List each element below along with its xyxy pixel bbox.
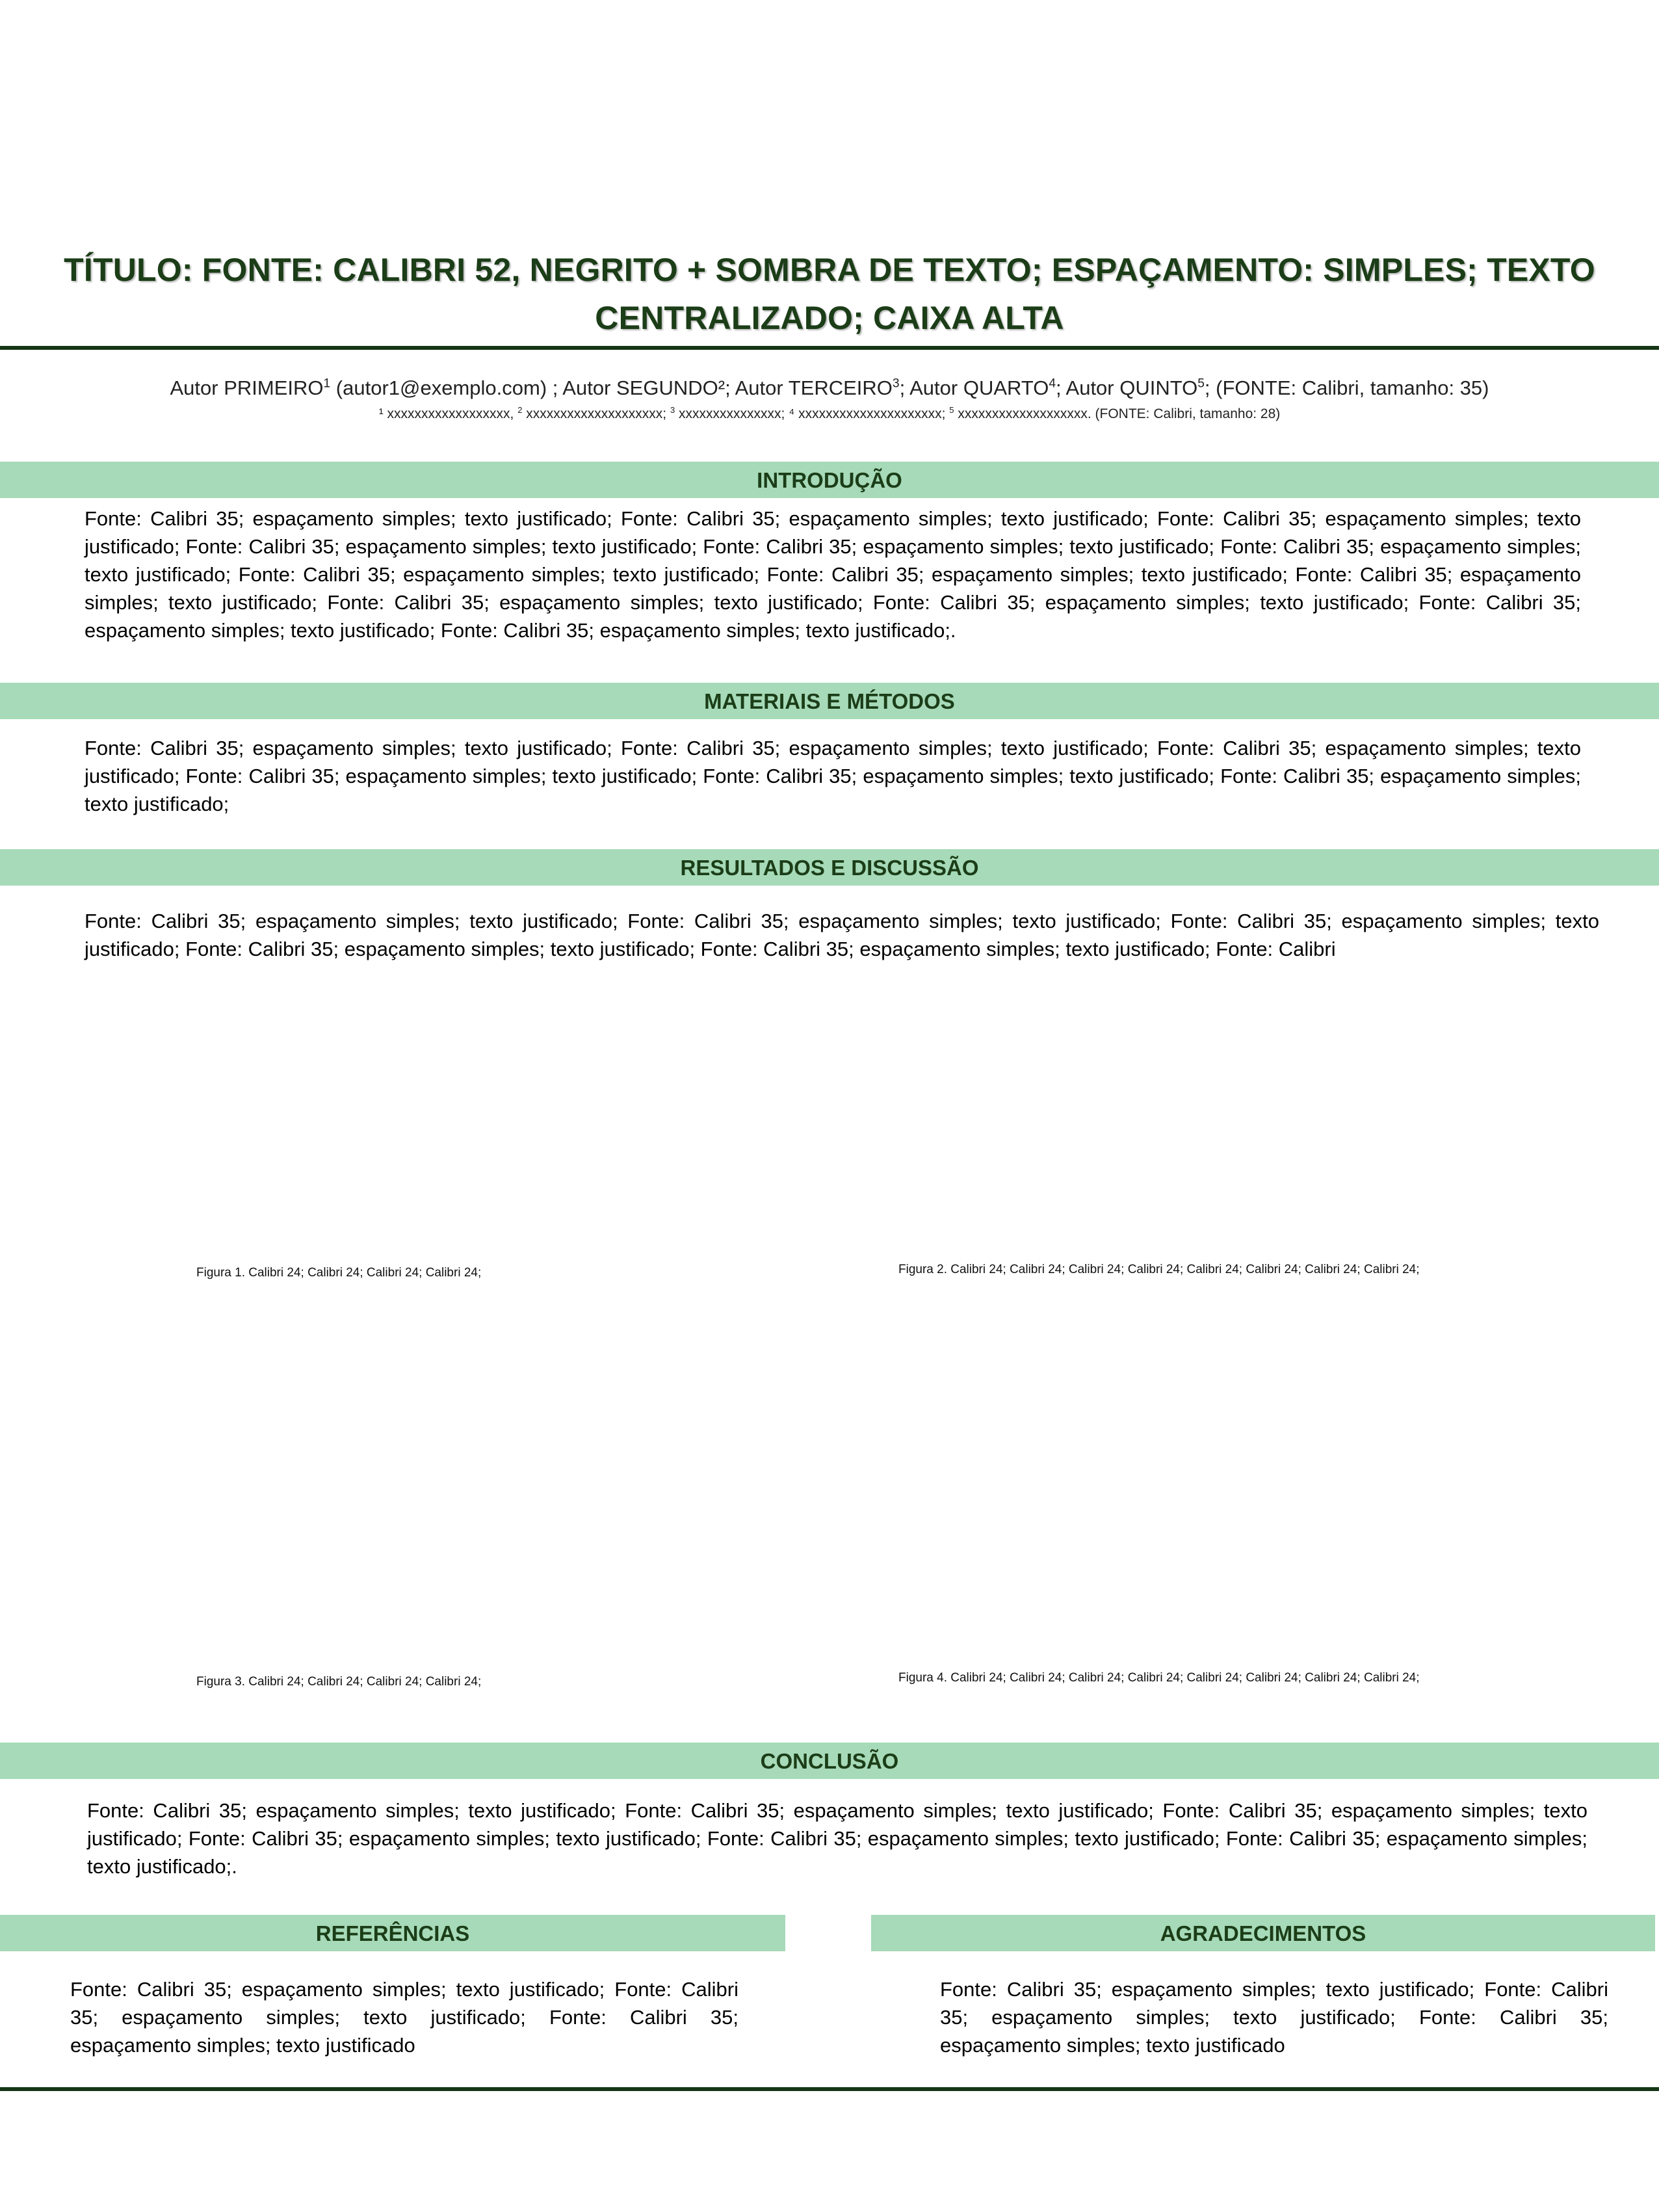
section-text-referencias: Fonte: Calibri 35; espaçamento simples; texto justificado; Fonte: Calibri 35; espaçamento simples; texto justificado; Fonte: Calibri 35; espaçamento simples; texto justificado xyxy=(70,1978,738,2057)
affiliation-1: ¹ xxxxxxxxxxxxxxxxxx, xyxy=(378,406,518,421)
page-title: TÍTULO: FONTE: CALIBRI 52, NEGRITO + SOMBRA DE TEXTO; ESPAÇAMENTO: SIMPLES; TEXTO CENTRALIZADO; CAIXA ALTA xyxy=(64,252,1595,336)
affiliation-3: xxxxxxxxxxxxxxx; xyxy=(675,406,789,421)
author-1-email: (autor1@exemplo.com) ; xyxy=(330,376,563,399)
figure-1-caption: Figura 1. Calibri 24; Calibri 24; Calibri 24; Calibri 24; xyxy=(196,1266,482,1280)
section-text-introducao: Fonte: Calibri 35; espaçamento simples; texto justificado; Fonte: Calibri 35; espaçamento simples; texto justificado; Fonte: Calibri 35; espaçamento simples; texto justificado; Fonte: Calibri 35; espaçamento simples; texto justificado; Fonte: Calibri 35; espaçamento simples; texto justificado; Fonte: Calibri 35; espaçamento simples; texto justificado; Fonte: Calibri 35; espaçamento simples; texto justificado; Fonte: Calibri 35; espaçamento simples; texto justificado; Fonte: Calibri 35; espaçamento simples; texto justificado; Fonte: Calibri 35; espaçamento simples; texto justificado; Fonte: Calibri 35; espaçamento simples; texto justificado; Fonte: Calibri 35; espaçamento simples; texto justificado; Fonte: Calibri 35; espaçamento simples; texto justificado;. xyxy=(85,507,1581,642)
section-heading-referencias: REFERÊNCIAS xyxy=(0,1915,785,1951)
affiliation-5-sup: 5 xyxy=(949,405,954,415)
section-text-agradecimentos: Fonte: Calibri 35; espaçamento simples; texto justificado; Fonte: Calibri 35; espaçamento simples; texto justificado; Fonte: Calibri 35; espaçamento simples; texto justificado xyxy=(940,1978,1608,2057)
header-divider xyxy=(0,346,1659,350)
author-5-sup: 5 xyxy=(1197,376,1205,391)
author-4: ; Autor QUARTO xyxy=(899,376,1049,399)
author-3-sup: 3 xyxy=(892,376,900,391)
author-1: Autor PRIMEIRO xyxy=(170,376,324,399)
author-1-sup: 1 xyxy=(323,376,331,391)
author-font-note: ; (FONTE: Calibri, tamanho: 35) xyxy=(1204,376,1489,399)
figure-4-caption: Figura 4. Calibri 24; Calibri 24; Calibri 24; Calibri 24; Calibri 24; Calibri 24; Calibri 24; Calibri 24; xyxy=(898,1671,1420,1685)
author-4-sup: 4 xyxy=(1049,376,1056,391)
affiliation-5: xxxxxxxxxxxxxxxxxxx. (FONTE: Calibri, tamanho: 28) xyxy=(954,406,1281,421)
affiliation-2: xxxxxxxxxxxxxxxxxxxx; xyxy=(522,406,670,421)
section-heading-agradecimentos: AGRADECIMENTOS xyxy=(871,1915,1655,1951)
author-2: Autor SEGUNDO²; xyxy=(562,376,735,399)
affiliation-3-sup: 3 xyxy=(670,405,675,415)
author-3: Autor TERCEIRO xyxy=(735,376,893,399)
affiliation-2-sup: 2 xyxy=(517,405,523,415)
figure-2-caption: Figura 2. Calibri 24; Calibri 24; Calibri 24; Calibri 24; Calibri 24; Calibri 24; Calibri 24; Calibri 24; xyxy=(898,1263,1420,1276)
affiliation-line xyxy=(39,404,1620,424)
figure-3-caption: Figura 3. Calibri 24; Calibri 24; Calibri 24; Calibri 24; xyxy=(196,1675,482,1689)
author-5: ; Autor QUINTO xyxy=(1056,376,1198,399)
author-line xyxy=(39,375,1620,402)
section-heading-materiais: MATERIAIS E MÉTODOS xyxy=(0,683,1659,719)
section-text-resultados: Fonte: Calibri 35; espaçamento simples; texto justificado; Fonte: Calibri 35; espaçamento simples; texto justificado; Fonte: Calibri 35; espaçamento simples; texto justificado; Fonte: Calibri 35; espaçamento simples; texto justificado; Fonte: Calibri 35; espaçamento simples; texto justificado; Fonte: Calibri xyxy=(85,910,1599,960)
section-heading-conclusao: CONCLUSÃO xyxy=(0,1743,1659,1779)
section-text-materiais: Fonte: Calibri 35; espaçamento simples; texto justificado; Fonte: Calibri 35; espaçamento simples; texto justificado; Fonte: Calibri 35; espaçamento simples; texto justificado; Fonte: Calibri 35; espaçamento simples; texto justificado; Fonte: Calibri 35; espaçamento simples; texto justificado; Fonte: Calibri 35; espaçamento simples; texto justificado; xyxy=(85,737,1581,815)
section-heading-introducao: INTRODUÇÃO xyxy=(0,462,1659,498)
section-text-conclusao: Fonte: Calibri 35; espaçamento simples; texto justificado; Fonte: Calibri 35; espaçamento simples; texto justificado; Fonte: Calibri 35; espaçamento simples; texto justificado; Fonte: Calibri 35; espaçamento simples; texto justificado; Fonte: Calibri 35; espaçamento simples; texto justificado; Fonte: Calibri 35; espaçamento simples; texto justificado;. xyxy=(87,1799,1587,1878)
affiliation-4: ⁴ xxxxxxxxxxxxxxxxxxxxx; xyxy=(789,406,950,421)
section-heading-resultados: RESULTADOS E DISCUSSÃO xyxy=(0,849,1659,886)
footer-divider xyxy=(0,2087,1659,2091)
